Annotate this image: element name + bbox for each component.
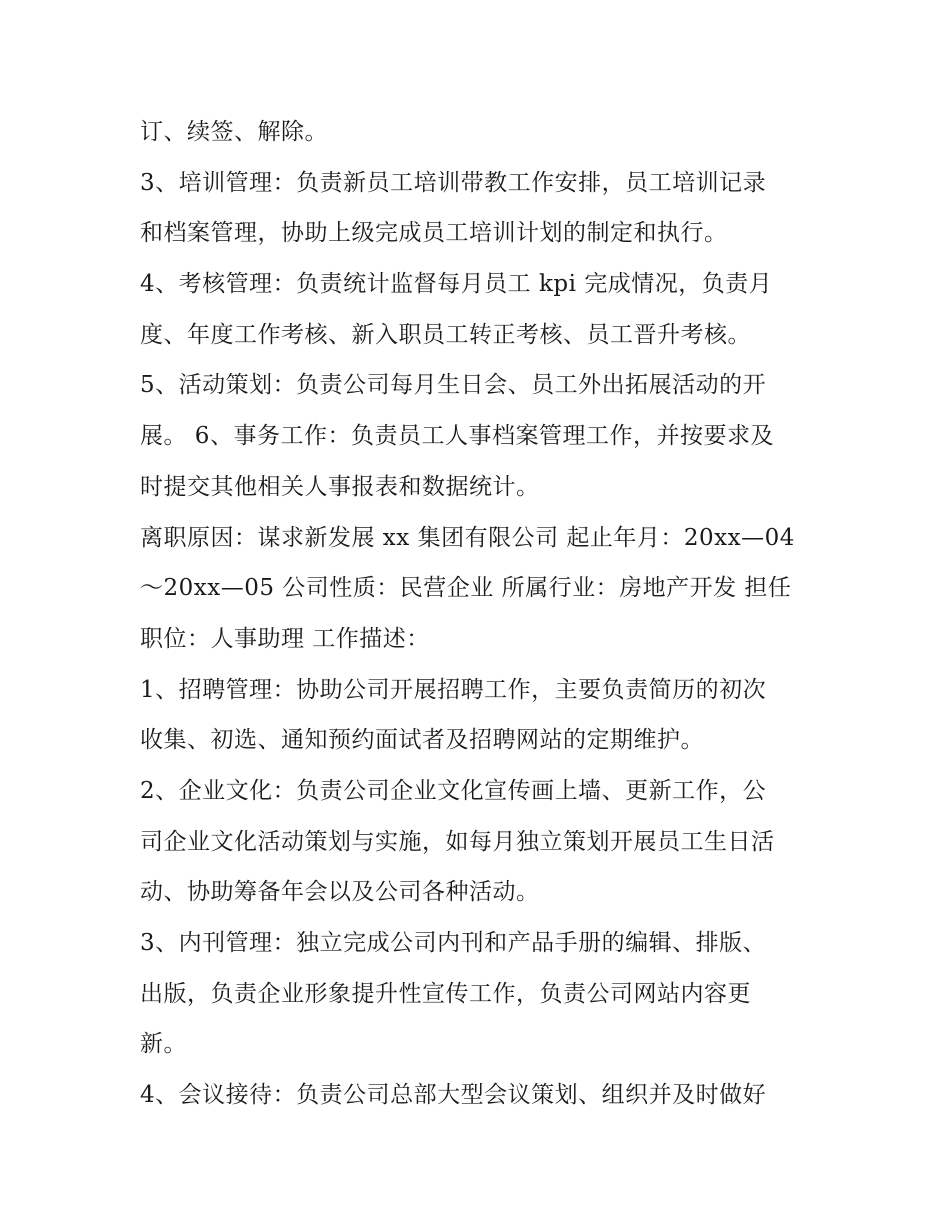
text-line: 司企业文化活动策划与实施，如每月独立策划开展员工生日活 — [140, 828, 775, 855]
text-line: 度、年度工作考核、新入职员工转正考核、员工晋升考核。 — [140, 321, 751, 348]
text-line: 和档案管理，协助上级完成员工培训计划的制定和执行。 — [140, 220, 728, 247]
text-line: 订、续签、解除。 — [140, 119, 328, 145]
text-line: 出版，负责企业形象提升性宣传工作，负责公司网站内容更 — [140, 980, 751, 1007]
text-line: 离职原因：谋求新发展 xx 集团有限公司 起止年月：20xx—04 — [140, 524, 795, 551]
text-line: 4、考核管理：负责统计监督每月员工 kpi 完成情况，负责月 — [140, 271, 773, 298]
text-line: 2、企业文化：负责公司企业文化宣传画上墙、更新工作，公 — [140, 777, 767, 804]
text-line: 动、协助筹备年会以及公司各种活动。 — [140, 879, 540, 906]
text-line: 职位：人事助理 工作描述： — [140, 625, 430, 652]
text-line: 展。 6、事务工作：负责员工人事档案管理工作，并按要求及 — [140, 423, 774, 450]
text-line: 5、活动策划：负责公司每月生日会、员工外出拓展活动的开 — [140, 372, 767, 399]
document-body — [140, 107, 820, 1121]
text-line: 时提交其他相关人事报表和数据统计。 — [140, 473, 540, 500]
text-line: ～20xx—05 公司性质：民营企业 所属行业：房地产开发 担任 — [140, 575, 792, 602]
text-line: 3、内刊管理：独立完成公司内刊和产品手册的编辑、排版、 — [140, 930, 767, 956]
text-line: 收集、初选、通知预约面试者及招聘网站的定期维护。 — [140, 727, 704, 754]
text-line: 4、会议接待：负责公司总部大型会议策划、组织并及时做好 — [140, 1082, 767, 1109]
text-line: 3、培训管理：负责新员工培训带教工作安排，员工培训记录 — [140, 169, 767, 196]
text-line: 新。 — [140, 1031, 187, 1058]
text-line: 1、招聘管理：协助公司开展招聘工作，主要负责简历的初次 — [140, 676, 767, 703]
